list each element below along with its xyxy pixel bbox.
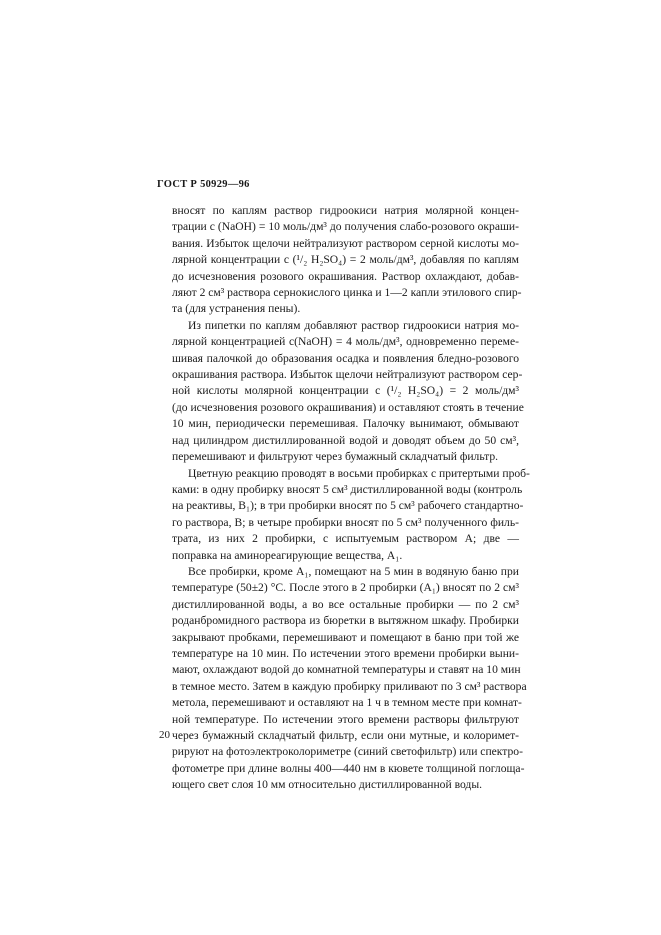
text-line: окрашивания раствора. Избыток щелочи нейтрализуют раствором сер-	[172, 368, 523, 382]
text-line: в темное место. Затем в каждую пробирку приливают по 3 см³ раствора	[172, 679, 527, 693]
text-line: Из пипетки по каплям добавляют раствор гидроокиси натрия мо-	[188, 318, 519, 332]
text-line: та (для устранения пены).	[172, 302, 301, 316]
text-line: ной кислоты молярной концентрации с (¹/₂ H₂SO₄) = 2 моль/дм³	[172, 384, 519, 398]
text-line: ляют 2 см³ раствора сернокислого цинка и 1—2 капли этилового спир-	[172, 286, 522, 300]
text-line: рируют на фотоэлектроколориметре (синий светофильтр) или спектро-	[172, 745, 523, 759]
text-line: шивая палочкой до образования осадка и появления бледно-розового	[172, 351, 519, 365]
document-body	[172, 203, 530, 794]
text-line: Цветную реакцию проводят в восьми пробирках с притертыми проб-	[188, 466, 530, 480]
text-line: на реактивы, B₁); в три пробирки вносят по 5 см³ рабочего стандартно-	[172, 499, 524, 513]
text-line: лярной концентрации с (¹/₂ H₂SO₄) = 2 моль/дм³, добавляя по каплям	[172, 253, 519, 267]
text-line: мают, охлаждают водой до комнатной температуры и ставят на 10 мин	[172, 663, 521, 677]
text-line: вания. Избыток щелочи нейтрализуют раствором серной кислоты мо-	[172, 236, 519, 250]
text-line: закрывают пробками, перемешивают и помещают в баню при той же	[172, 630, 519, 644]
text-line: дистиллированной воды, а во все остальные пробирки — по 2 см³	[172, 597, 519, 611]
paragraph	[172, 564, 527, 794]
text-line: температуре на 10 мин. По истечении этого времени пробирки выни-	[172, 646, 519, 660]
text-line: перемешивают и фильтруют через бумажный складчатый фильтр.	[172, 450, 499, 464]
text-line: метола, перемешивают и оставляют на 1 ч в темном месте при комнат-	[172, 696, 522, 710]
paragraph	[172, 203, 522, 318]
text-line: через бумажный складчатый фильтр, если они мутные, и колоримет-	[172, 729, 519, 742]
text-line: над цилиндром дистиллированной водой и доводят объем до 50 см³,	[172, 433, 519, 447]
text-line: температуре (50±2) °C. После этого в 2 пробирки (A₁) вносят по 2 см³	[172, 581, 519, 595]
text-line: го раствора, B; в четыре пробирки вносят по 5 см³ полученного филь-	[172, 515, 519, 529]
text-line: поправка на аминореагирующие вещества, A₁.	[172, 548, 403, 562]
text-line: лярной концентрацией с(NaOH) = 4 моль/дм³, одновременно переме-	[172, 335, 519, 349]
text-line: (до исчезновения розового окрашивания) и оставляют стоять в течение	[172, 400, 524, 414]
text-line: роданбромидного раствора из бюретки в вытяжном шкафу. Пробирки	[172, 614, 519, 628]
paragraph	[172, 318, 524, 466]
text-line: трации с (NaOH) = 10 моль/дм³ до получения слабо-розового окраши-	[172, 220, 519, 234]
document-header: ГОСТ Р 50929—96	[157, 179, 250, 190]
text-line: ющего свет слоя 10 мм относительно дистиллированной воды.	[172, 778, 483, 792]
text-line: вносят по каплям раствор гидроокиси натрия молярной концен-	[172, 204, 519, 217]
paragraph	[172, 466, 530, 564]
text-line: ками: в одну пробирку вносят 5 см³ дистиллированной воды (контроль	[172, 482, 523, 496]
text-line: Все пробирки, кроме A₁, помещают на 5 мин в водяную баню при	[188, 564, 519, 578]
text-line: ной температуре. По истечении этого времени растворы фильтруют	[172, 712, 519, 726]
text-line: трата, из них 2 пробирки, с испытуемым раствором А; две —	[172, 532, 519, 546]
text-line: 10 мин, периодически перемешивая. Палочку вынимают, обмывают	[172, 417, 519, 431]
text-line: фотометре при длине волны 400—440 нм в кювете толщиной поглоща-	[172, 761, 525, 775]
text-line: до исчезновения розового окрашивания. Раствор охлаждают, добав-	[172, 269, 519, 283]
page-number: 20	[159, 729, 170, 741]
